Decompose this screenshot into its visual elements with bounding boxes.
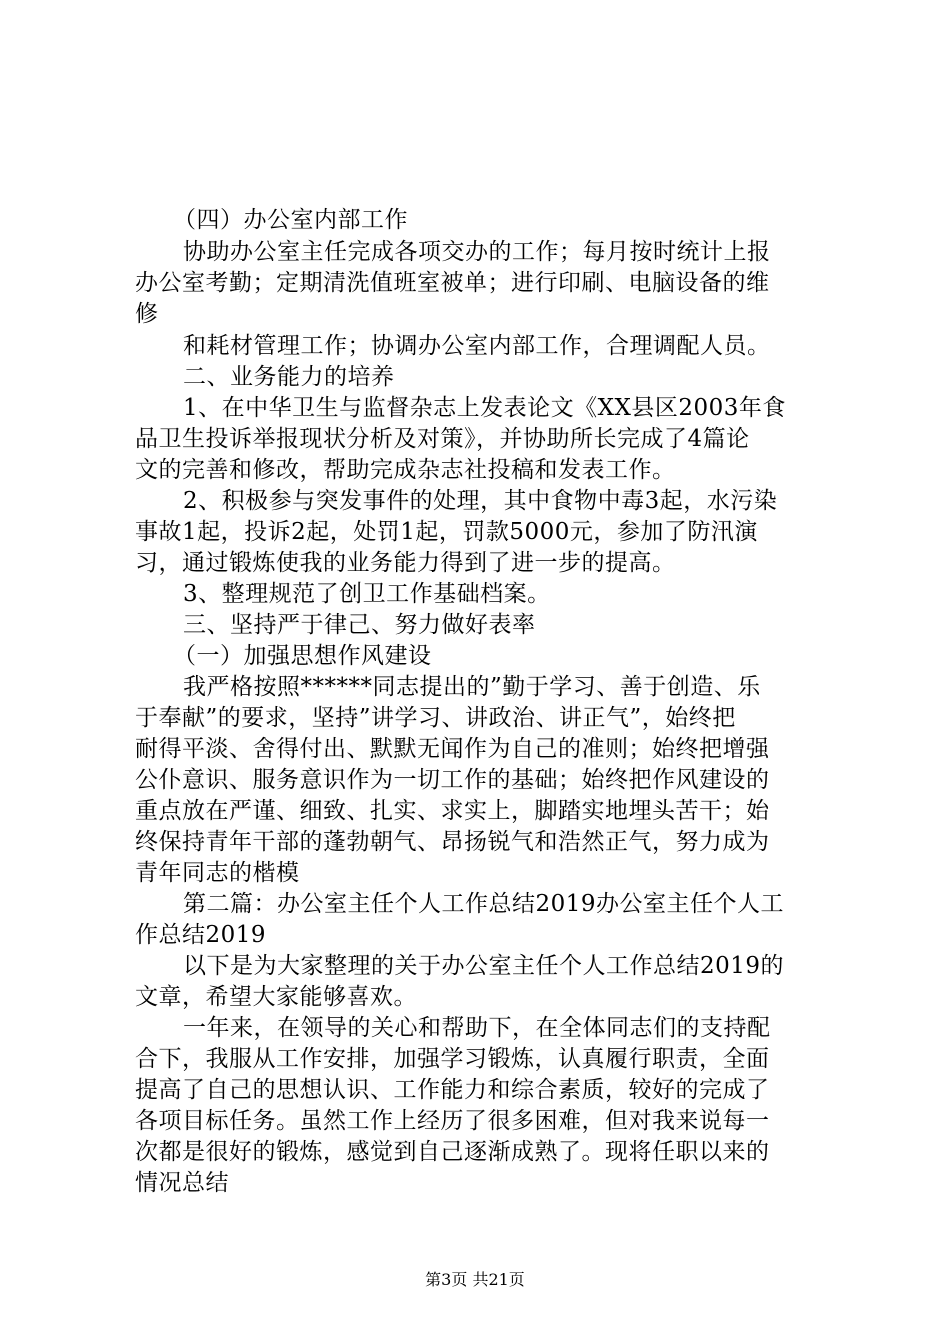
- text-line: 办公室考勤；定期清洗值班室被单；进行印刷、电脑设备的维: [135, 270, 770, 296]
- text-line: 第二篇：办公室主任个人工作总结2019办公室主任个人工: [183, 891, 785, 917]
- text-line: 修: [135, 301, 159, 327]
- text-line: 2、积极参与突发事件的处理，其中食物中毒3起，水污染: [183, 488, 778, 514]
- text-line: 各项目标任务。虽然工作上经历了很多困难，但对我来说每一: [135, 1108, 770, 1134]
- text-line: 文章，希望大家能够喜欢。: [135, 984, 417, 1010]
- text-line: 协助办公室主任完成各项交办的工作；每月按时统计上报: [183, 239, 771, 265]
- text-line: 一年来，在领导的关心和帮助下，在全体同志们的支持配: [183, 1015, 771, 1041]
- text-line: 次都是很好的锻炼，感觉到自己逐渐成熟了。现将任职以来的: [135, 1139, 770, 1165]
- text-line: 和耗材管理工作；协调办公室内部工作，合理调配人员。: [183, 333, 771, 359]
- text-line: 公仆意识、服务意识作为一切工作的基础；始终把作风建设的: [135, 767, 770, 793]
- text-line: （四）办公室内部工作: [173, 207, 408, 233]
- text-line: 品卫生投诉举报现状分析及对策》，并协助所长完成了4篇论: [135, 426, 750, 452]
- text-line: 文的完善和修改，帮助完成杂志社投稿和发表工作。: [135, 457, 676, 483]
- text-line: 提高了自己的思想认识、工作能力和综合素质，较好的完成了: [135, 1077, 770, 1103]
- text-line: 于奉献”的要求，坚持”讲学习、讲政治、讲正气”，始终把: [135, 705, 736, 731]
- page-number-footer: 第3页 共21页: [425, 1270, 525, 1289]
- text-line: 重点放在严谨、细致、扎实、求实上，脚踏实地埋头苦干；始: [135, 798, 770, 824]
- text-line: 3、整理规范了创卫工作基础档案。: [183, 581, 551, 607]
- text-line: 以下是为大家整理的关于办公室主任个人工作总结2019的: [183, 953, 785, 979]
- text-line: 作总结2019: [135, 922, 267, 948]
- text-line: 二、业务能力的培养: [183, 364, 395, 390]
- text-line: 三、坚持严于律己、努力做好表率: [183, 612, 536, 638]
- text-line: 我严格按照******同志提出的”勤于学习、善于创造、乐: [183, 674, 761, 700]
- text-line: 事故1起，投诉2起，处罚1起，罚款5000元，参加了防汛演: [135, 519, 758, 545]
- text-line: 习，通过锻炼使我的业务能力得到了进一步的提高。: [135, 550, 676, 576]
- text-line: 耐得平淡、舍得付出、默默无闻作为自己的准则；始终把增强: [135, 736, 770, 762]
- text-line: 青年同志的楷模: [135, 860, 300, 886]
- text-line: 1、在中华卫生与监督杂志上发表论文《XX县区2003年食: [183, 395, 786, 421]
- text-line: 情况总结: [135, 1170, 229, 1196]
- text-line: 合下，我服从工作安排，加强学习锻炼，认真履行职责，全面: [135, 1046, 770, 1072]
- text-line: （一）加强思想作风建设: [173, 643, 432, 669]
- text-line: 终保持青年干部的蓬勃朝气、昂扬锐气和浩然正气，努力成为: [135, 829, 770, 855]
